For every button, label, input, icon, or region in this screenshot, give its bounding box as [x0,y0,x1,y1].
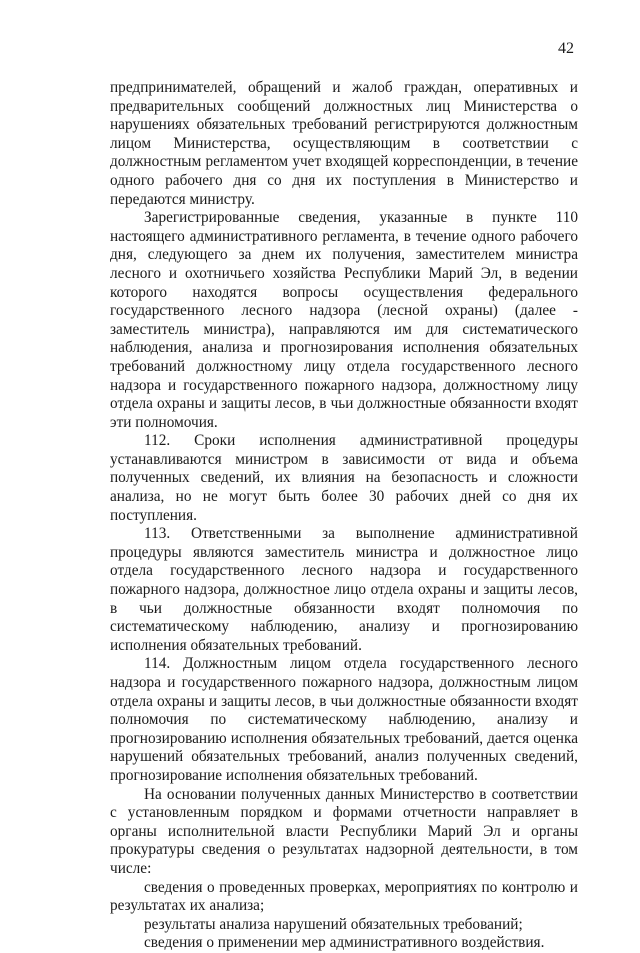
paragraph-reporting: На основании полученных данных Министерство в соответствии с установленным порядком и формами отчетности направляет в органы исполнительной власти Республики Марий Эл и органы прокуратуры сведения о результатах надзорной деятельности, в том числе: [110,785,578,877]
paragraph-113: 113. Ответственными за выполнение административной процедуры являются заместитель министра и должностное лицо отдела государственного лесного надзора и государственного пожарного надзора, должностное лицо отдела охраны и защиты лесов, в чьи должностные обязанности входят полномочия по систематическому наблюдению, анализу и прогнозированию исполнения обязательных требований. [110,525,578,654]
paragraph-112: 112. Сроки исполнения административной процедуры устанавливаются министром в зависимости от вида и объема полученных сведений, их влияния на безопасность и сложности анализа, но не могут быть более 30 рабочих дней со дня их поступления. [110,432,578,524]
page-number: 42 [558,40,574,57]
list-item: результаты анализа нарушений обязательных требований; [144,915,523,933]
paragraph-continuation: предпринимателей, обращений и жалоб граждан, оперативных и предварительных сообщений должностных лиц Министерства о нарушениях обязательных требований регистрируются должностным лицом Министерства, осуществляющим в соответствии с должностным регламентом учет входящей корреспонденции, в течение одного рабочего дня со дня их поступления в Министерство и передаются министру. [110,79,578,208]
list-item: сведения о применении мер административного воздействия. [144,934,545,952]
document-body [110,79,578,953]
paragraph-114: 114. Должностным лицом отдела государственного лесного надзора и государственного пожарного надзора, должностным лицом отдела охраны и защиты лесов, в чьи должностные обязанности входят полномочия по систематическому наблюдению, анализу и прогнозированию исполнения обязательных требований, дается оценка нарушений обязательных требований, анализ полученных сведений, прогнозирование исполнения обязательных требований. [110,655,578,784]
paragraph-registered-info: Зарегистрированные сведения, указанные в пункте 110 настоящего административного регламента, в течение одного рабочего дня, следующего за днем их получения, заместителем министра лесного и охотничьего хозяйства Республики Марий Эл, в ведении которого находятся вопросы осуществления федерального государственного лесного надзора (лесной охраны) (далее - заместитель министра), направляются им для систематического наблюдения, анализа и прогнозирования исполнения обязательных требований должностному лицу отдела государственного лесного надзора и государственного пожарного надзора, должностному лицу отдела охраны и защиты лесов, в чьи должностные обязанности входят эти полномочия. [110,209,578,431]
list-item: сведения о проведенных проверках, мероприятиях по контролю и результатах их анализа; [110,878,578,915]
